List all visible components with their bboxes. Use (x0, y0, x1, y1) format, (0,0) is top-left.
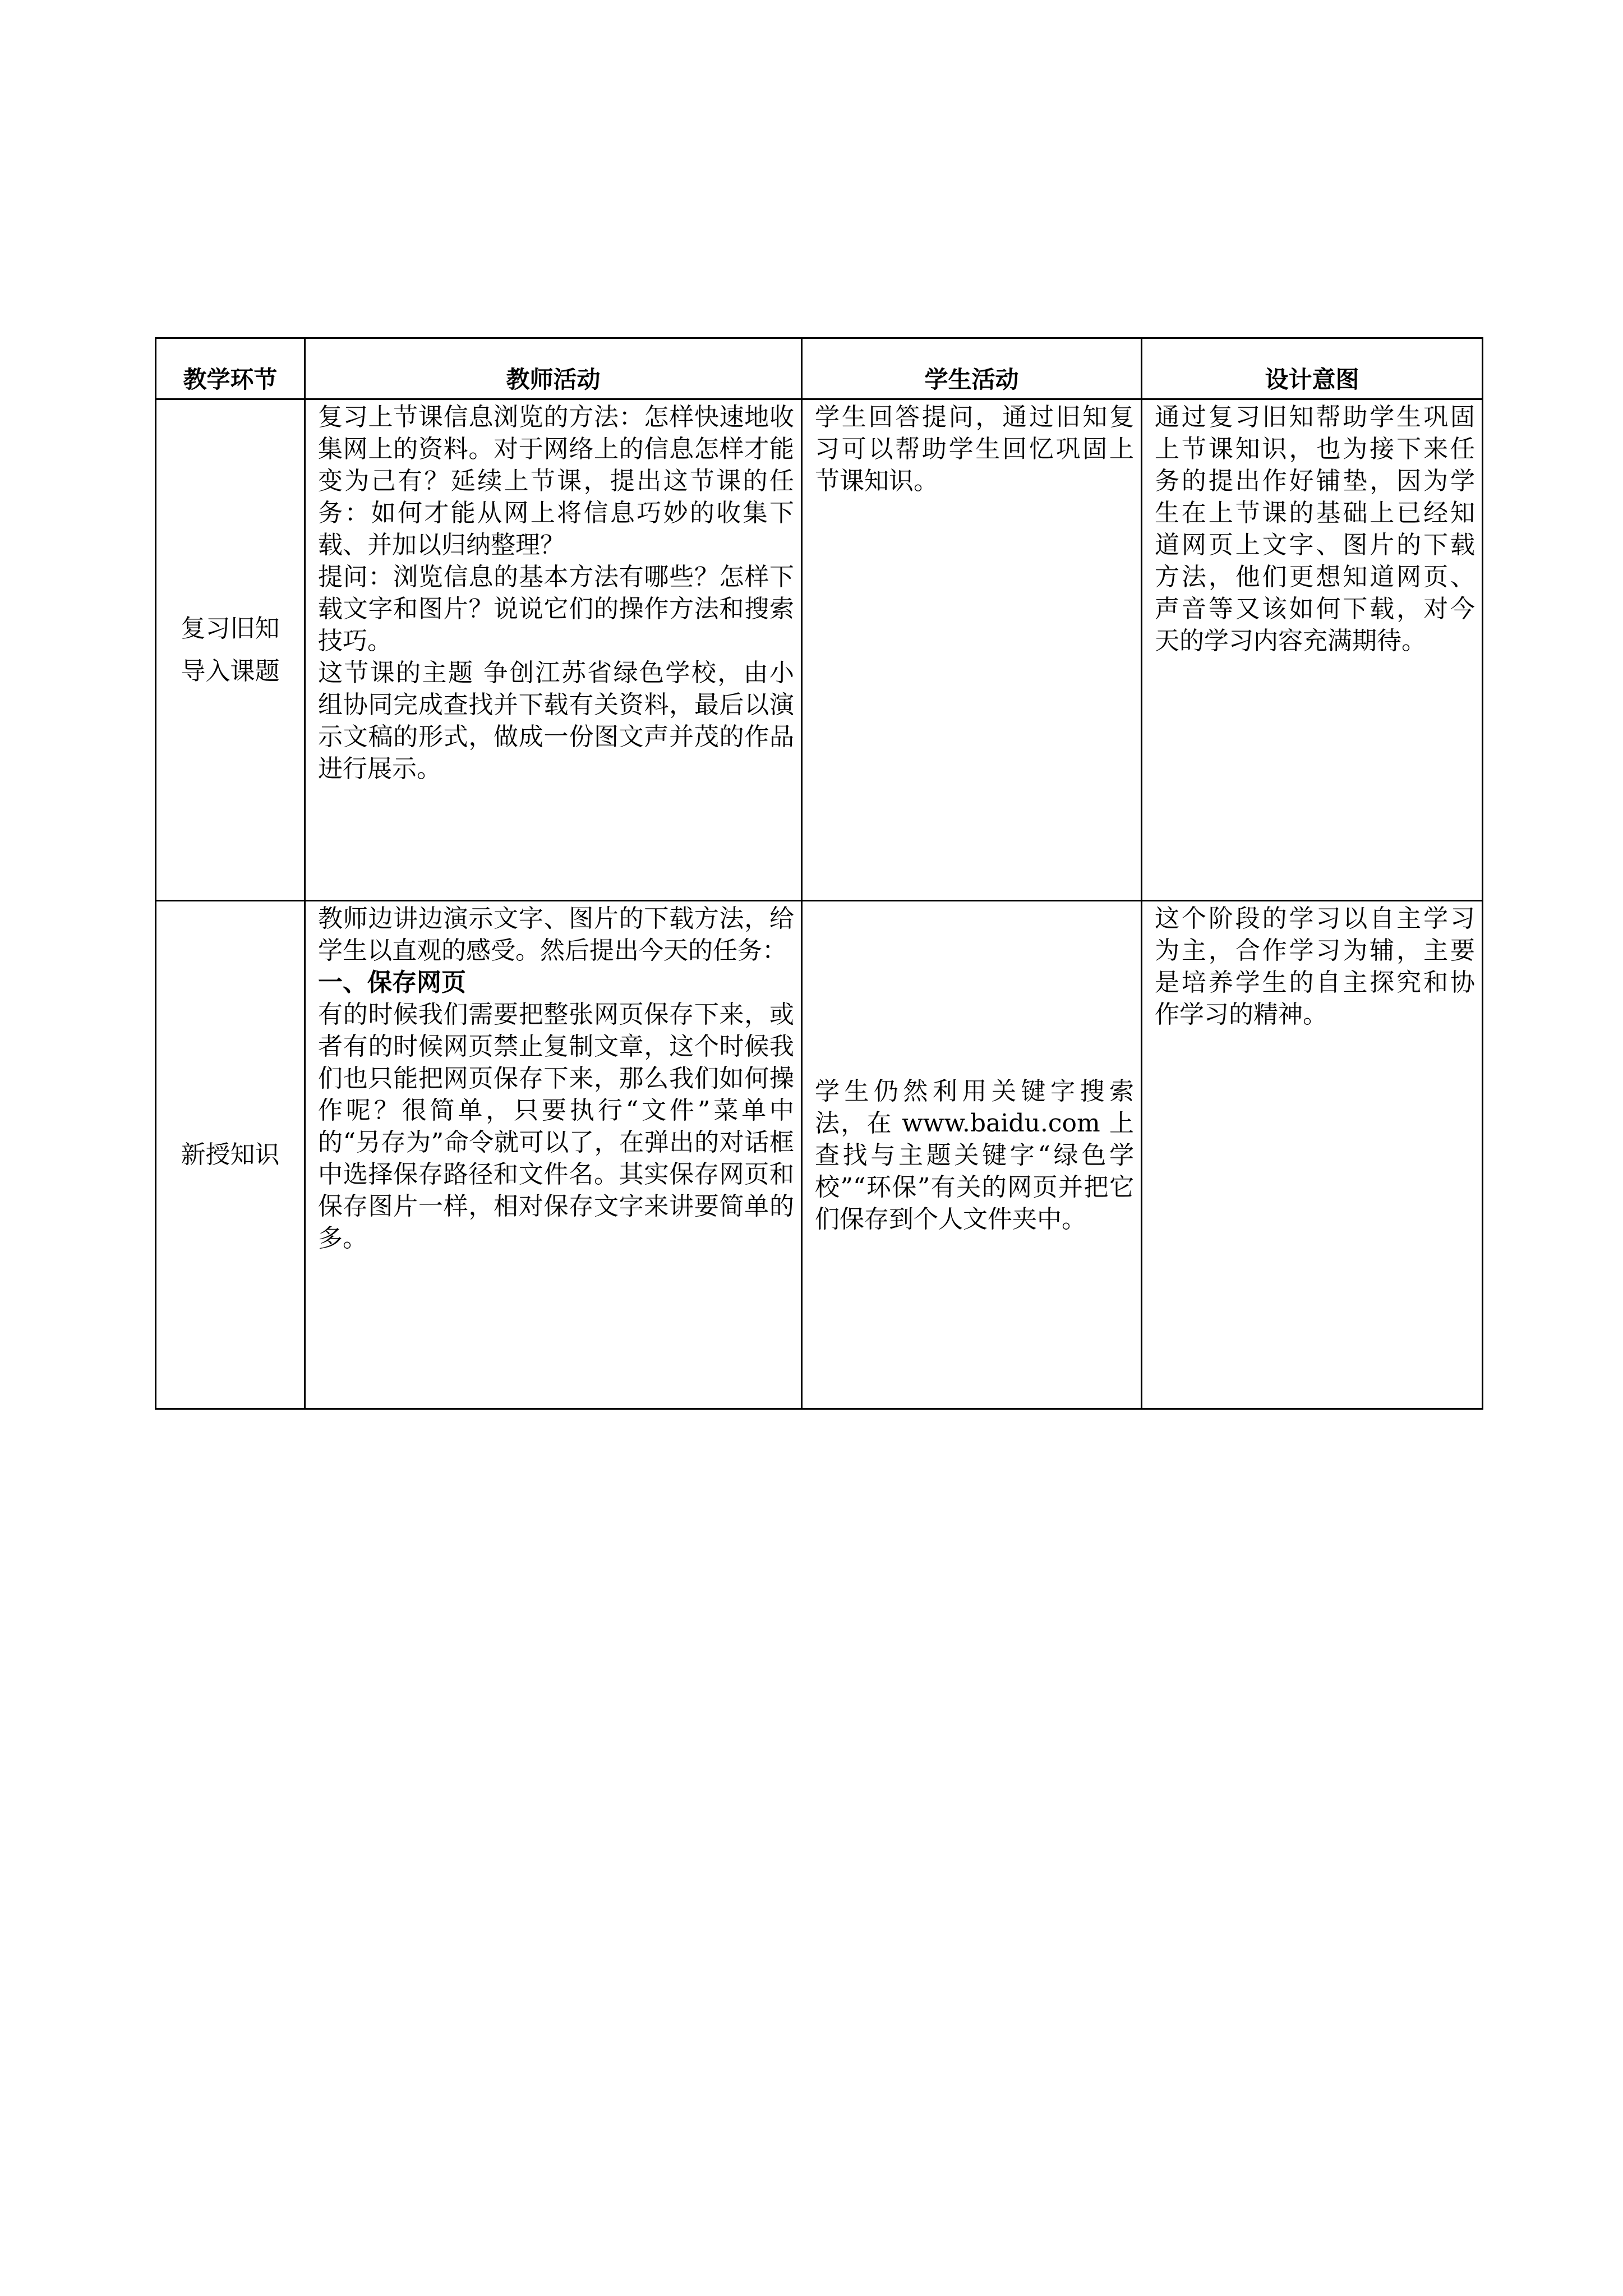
stage-cell-review (156, 399, 305, 901)
teacher-paragraph: 复习上节课信息浏览的方法：怎样快速地收集网上的资料。对于网络上的信息怎样才能变为己有？延续上节课，提出这节课的任务：如何才能从网上将信息巧妙的收集下载、并加以归纳整理？ (318, 403, 794, 559)
stage-label-line1: 复习旧知 (181, 614, 280, 643)
teacher-paragraph: 有的时候我们需要把整张网页保存下来，或者有的时候网页禁止复制文章，这个时候我们也只能把网页保存下来，那么我们如何操作呢？很简单，只要执行“文件”菜单中的“另存为”命令就可以了，在弹出的对话框中选择保存路径和文件名。其实保存网页和保存图片一样，相对保存文字来讲要简单的多。 (318, 1000, 794, 1253)
intent-paragraph: 通过复习旧知帮助学生巩固上节课知识，也为接下来任务的提出作好铺垫，因为学生在上节课的基础上已经知道网页上文字、图片的下载方法，他们更想知道网页、声音等又该如何下载，对今天的学习内容充满期待。 (1155, 403, 1475, 655)
table-row-review (156, 399, 1483, 901)
stage-cell-new-knowledge (156, 901, 305, 1409)
teacher-paragraph: 这节课的主题 争创江苏省绿色学校，由小组协同完成查找并下载有关资料，最后以演示文稿的形式，做成一份图文声并茂的作品进行展示。 (318, 659, 794, 783)
table-row-new-knowledge (156, 901, 1483, 1409)
header-row (156, 338, 1483, 399)
design-intent-cell-review (1142, 399, 1483, 901)
header-teacher-activity: 教师活动 (305, 338, 802, 399)
student-paragraph: 学生仍然利用关键字搜索法，在 www.baidu.com 上查找与主题关键字“绿色学校”“环保”有关的网页并把它们保存到个人文件夹中。 (815, 1077, 1134, 1234)
design-intent-cell-new-knowledge (1142, 901, 1483, 1409)
student-activity-cell-review (802, 399, 1142, 901)
lesson-plan-table (155, 337, 1483, 1410)
header-stage: 教学环节 (156, 338, 305, 399)
stage-label-line2: 导入课题 (181, 656, 280, 685)
teacher-paragraph: 提问：浏览信息的基本方法有哪些？怎样下载文字和图片？说说它们的操作方法和搜索技巧。 (318, 563, 794, 655)
header-student-activity: 学生活动 (802, 338, 1142, 399)
teacher-paragraph: 教师边讲边演示文字、图片的下载方法，给学生以直观的感受。然后提出今天的任务： (318, 904, 794, 965)
teacher-activity-cell-new-knowledge (305, 901, 802, 1409)
student-activity-cell-new-knowledge (802, 901, 1142, 1409)
stage-label: 新授知识 (181, 1140, 280, 1169)
student-paragraph: 学生回答提问，通过旧知复习可以帮助学生回忆巩固上节课知识。 (815, 403, 1134, 495)
section-heading: 一、保存网页 (318, 968, 466, 997)
teacher-activity-cell-review (305, 399, 802, 901)
header-design-intent: 设计意图 (1142, 338, 1483, 399)
intent-paragraph: 这个阶段的学习以自主学习为主，合作学习为辅，主要是培养学生的自主探究和协作学习的精神。 (1155, 904, 1475, 1029)
